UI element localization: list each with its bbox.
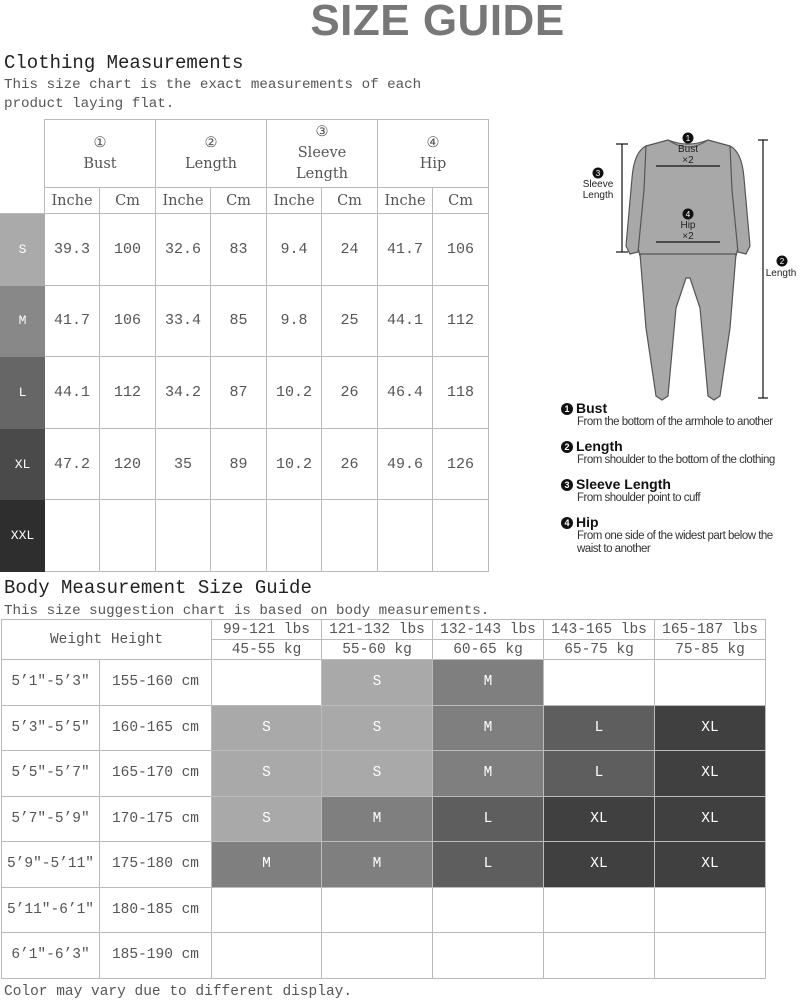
weight-lbs: 143-165 lbs [544,620,655,640]
weight-kg: 55-60 kg [322,640,433,660]
hip-multiplier: ×2 [682,231,694,242]
bust-label-text: Bust [677,144,698,155]
measurement-value: 44.1 [378,285,433,357]
header-hip [378,120,489,188]
length-number-text: 2 [779,257,785,266]
height-cm: 185-190 cm [100,933,212,979]
legs-shape [640,254,736,400]
hip-label [672,220,704,242]
legend-desc-hip: From one side of the widest part below the waist to another [577,530,773,555]
clothing-unit-row [1,188,489,214]
measurement-value: 9.4 [267,214,322,286]
measurement-value: 83 [211,214,267,286]
legend-number-badge: 4 [561,517,573,529]
clothing-section-description: This size chart is the exact measurements of each product laying flat. [4,77,422,112]
legend-number-badge: 3 [561,479,573,491]
size-recommendation [212,933,322,979]
weight-lbs: 99-121 lbs [212,620,322,640]
size-recommendation: M [433,751,544,797]
size-recommendation: S [212,705,322,751]
measurement-value: 49.6 [378,428,433,500]
measurement-value [45,500,100,572]
height-cm: 165-170 cm [100,751,212,797]
measurement-value: 34.2 [156,357,211,429]
size-recommendation [655,933,766,979]
weight-lbs: 121-132 lbs [322,620,433,640]
header-bust [45,120,156,188]
measurement-value [433,500,489,572]
measurement-value: 25 [322,285,378,357]
size-recommendation: M [433,660,544,706]
size-recommendation: XL [655,796,766,842]
measurement-value: 47.2 [45,428,100,500]
measure-number: ③ [315,124,329,140]
size-recommendation: S [212,751,322,797]
measurement-value: 26 [322,428,378,500]
legend-title-length [561,438,623,454]
size-recommendation [544,660,655,706]
measurement-value: 106 [433,214,489,286]
clothing-section-title: Clothing Measurements [4,52,244,74]
clothing-header-row [1,120,489,188]
header-length [156,120,267,188]
size-recommendation [544,933,655,979]
measurement-value: 39.3 [45,214,100,286]
body-size-table [1,619,766,979]
body-section-description: This size suggestion chart is based on body measurements. [4,603,490,619]
height-feet: 5’5″-5’7″ [2,751,100,797]
measurement-value: 87 [211,357,267,429]
height-feet: 5’1″-5’3″ [2,660,100,706]
unit-cm: Cm [100,188,156,214]
legend-title-text: Hip [576,514,599,530]
page-title: SIZE GUIDE [310,0,565,45]
measurement-value: 35 [156,428,211,500]
weight-kg: 75-85 kg [655,640,766,660]
legend-desc-bust: From the bottom of the armhole to another [577,416,773,428]
measurement-value: 89 [211,428,267,500]
size-label: XXL [1,500,45,572]
clothing-size-row [1,285,489,357]
corner-cell [1,120,45,188]
measure-name: Hip [419,155,447,172]
size-recommendation: L [544,705,655,751]
height-cm: 155-160 cm [100,660,212,706]
measure-number: ② [204,134,218,151]
weight-lbs: 165-187 lbs [655,620,766,640]
clothing-size-row [1,500,489,572]
sleeve-length-label: Sleeve Length [582,179,614,201]
height-feet: 5’9″-5’11″ [2,842,100,888]
height-feet: 6’1″-6’3″ [2,933,100,979]
height-row [2,660,766,706]
measurement-value: 24 [322,214,378,286]
size-recommendation: L [433,842,544,888]
body-section-title: Body Measurement Size Guide [4,577,312,599]
unit-cm: Cm [433,188,489,214]
measurement-value: 85 [211,285,267,357]
measurement-value: 112 [433,285,489,357]
measurement-value: 100 [100,214,156,286]
length-label: Length [765,268,797,279]
size-label: S [1,214,45,286]
height-feet: 5’3″-5’5″ [2,705,100,751]
height-row [2,796,766,842]
size-recommendation [433,933,544,979]
measurement-value: 10.2 [267,357,322,429]
legend-number-badge: 1 [561,403,573,415]
measurement-value: 41.7 [45,285,100,357]
legend-title-sleeve [561,476,671,492]
size-recommendation: S [322,660,433,706]
measurement-value [100,500,156,572]
size-recommendation [212,887,322,933]
hip-number-text: 4 [685,210,691,219]
clothing-size-row [1,357,489,429]
size-recommendation: S [322,751,433,797]
size-recommendation: M [212,842,322,888]
height-cm: 180-185 cm [100,887,212,933]
weight-kg: 65-75 kg [544,640,655,660]
size-recommendation [655,660,766,706]
sleeve-number-text: 3 [595,169,601,178]
measurement-value: 106 [100,285,156,357]
measurement-value: 112 [100,357,156,429]
legend-desc-sleeve: From shoulder point to cuff [577,492,701,504]
size-recommendation: XL [655,705,766,751]
weight-lbs: 132-143 lbs [433,620,544,640]
height-feet: 5’7″-5’9″ [2,796,100,842]
size-recommendation: M [322,842,433,888]
size-recommendation: XL [655,842,766,888]
measure-name: Length [185,155,238,172]
size-recommendation: M [322,796,433,842]
bust-label [672,144,704,166]
header-sleeve-length [267,120,378,188]
unit-inch: Inche [45,188,100,214]
height-cm: 160-165 cm [100,705,212,751]
measurement-value: 32.6 [156,214,211,286]
measurement-value: 26 [322,357,378,429]
size-recommendation: XL [544,842,655,888]
clothing-size-table [0,119,489,572]
size-label: M [1,285,45,357]
measurement-value [378,500,433,572]
measurement-value: 44.1 [45,357,100,429]
weight-kg: 45-55 kg [212,640,322,660]
weight-height-corner: Weight Height [2,620,212,660]
size-recommendation: S [322,705,433,751]
measurement-value: 118 [433,357,489,429]
legend-number-badge: 2 [561,441,573,453]
size-recommendation [212,660,322,706]
size-recommendation: XL [655,751,766,797]
height-row [2,842,766,888]
measure-number: ④ [426,134,440,151]
size-recommendation [433,887,544,933]
size-recommendation: L [544,751,655,797]
body-figure-illustration [560,128,800,438]
hip-label-text: Hip [680,220,696,231]
unit-cm: Cm [322,188,378,214]
color-disclaimer: Color may vary due to different display. [4,984,353,1000]
measurement-value [322,500,378,572]
unit-cm: Cm [211,188,267,214]
size-recommendation [655,887,766,933]
height-row [2,705,766,751]
weight-lbs-row [2,620,766,640]
bust-number-text: 1 [685,134,691,143]
size-label: L [1,357,45,429]
measurement-value: 120 [100,428,156,500]
unit-inch: Inche [378,188,433,214]
legend-title-text: Length [576,438,623,454]
measure-number: ① [93,134,107,151]
weight-kg: 60-65 kg [433,640,544,660]
height-row [2,933,766,979]
measurement-value [267,500,322,572]
height-cm: 170-175 cm [100,796,212,842]
unit-inch: Inche [156,188,211,214]
legend-title-text: Sleeve Length [576,476,671,492]
legend-desc-length: From shoulder to the bottom of the clothing [577,454,775,466]
height-row [2,751,766,797]
measure-name: Bust [83,155,117,172]
height-cm: 175-180 cm [100,842,212,888]
bust-multiplier: ×2 [682,155,694,166]
legend-title-bust [561,400,607,416]
measurement-value [211,500,267,572]
size-recommendation: S [212,796,322,842]
measurement-value [156,500,211,572]
size-recommendation [544,887,655,933]
height-row [2,887,766,933]
measurement-value: 9.8 [267,285,322,357]
measurement-value: 10.2 [267,428,322,500]
legend-title-text: Bust [576,400,608,416]
legend-title-hip [561,514,599,530]
unit-inch: Inche [267,188,322,214]
height-feet: 5’11″-6’1″ [2,887,100,933]
size-recommendation: XL [544,796,655,842]
size-recommendation: L [433,796,544,842]
size-recommendation [322,933,433,979]
corner-cell [1,188,45,214]
measurement-value: 41.7 [378,214,433,286]
measure-name: Sleeve Length [296,145,349,182]
size-recommendation [322,887,433,933]
clothing-size-row [1,428,489,500]
measurement-value: 126 [433,428,489,500]
clothing-size-row [1,214,489,286]
size-recommendation: M [433,705,544,751]
size-label: XL [1,428,45,500]
measurement-value: 46.4 [378,357,433,429]
measurement-value: 33.4 [156,285,211,357]
